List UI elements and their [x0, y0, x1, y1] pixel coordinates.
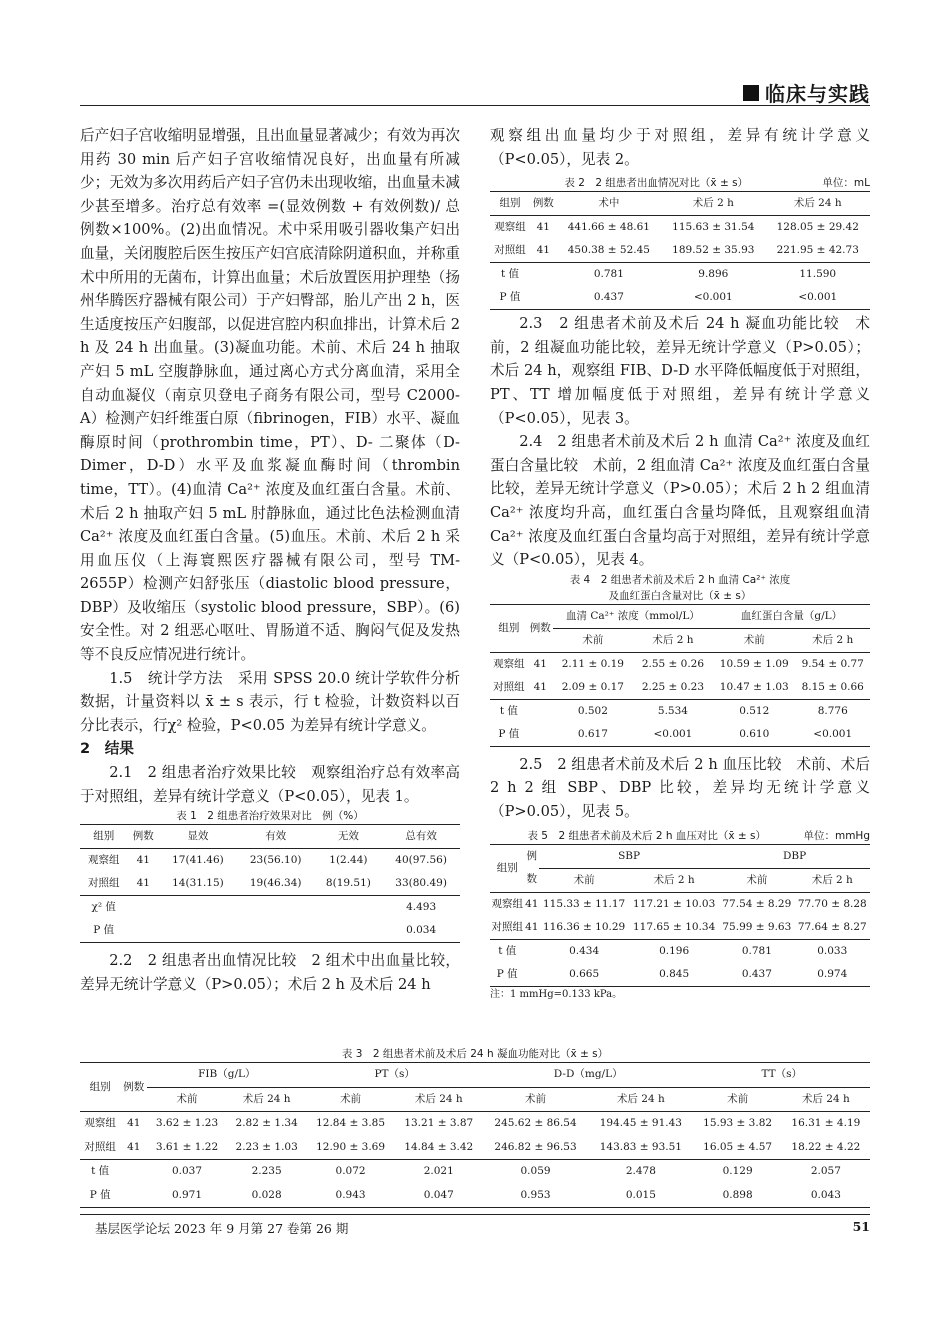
table-cell: 2.057: [810, 1165, 841, 1178]
table-cell: 143.83 ± 93.51: [588, 1136, 693, 1160]
table-row: [80, 896, 460, 920]
header-cell: 术前: [713, 628, 795, 652]
table-cell: 0.015: [588, 1184, 693, 1208]
table-cell: 0.781: [593, 268, 624, 281]
header-cell: 总有效: [382, 825, 460, 849]
table-cell: 0.196: [659, 944, 690, 957]
header-cell: TT（s）: [694, 1063, 871, 1088]
table-cell: 117.21 ± 10.03: [632, 897, 716, 910]
table-cell: 14.84 ± 3.42: [395, 1136, 483, 1160]
table-3: [80, 1046, 870, 1208]
table-header-row: [490, 844, 870, 868]
table-cell: [530, 286, 557, 310]
table-cell: 观察组: [84, 1117, 116, 1130]
table-cell: 4.493: [406, 901, 437, 914]
journal-info: 基层医学论坛 2023 年 9 月第 27 卷第 26 期: [95, 1221, 349, 1236]
header-cell: 术后 2 h: [633, 628, 713, 652]
table-cell: 18.22 ± 4.22: [782, 1136, 870, 1160]
table-cell: 77.70 ± 8.28: [797, 897, 867, 910]
header-cell: 术后 2 h: [629, 868, 719, 892]
table-cell: [528, 699, 553, 723]
table-cell: 0.059: [520, 1165, 551, 1178]
page-number: 51: [852, 1219, 870, 1234]
table-subheader-row: [80, 1087, 870, 1112]
table-cell: 8(19.51): [315, 872, 383, 896]
table-cell: 3.62 ± 1.23: [155, 1117, 219, 1130]
table-cell: 2.82 ± 1.34: [235, 1117, 298, 1130]
table-2-unit: 单位：mL: [822, 177, 870, 190]
table-cell: 10.59 ± 1.09: [719, 657, 789, 670]
table-cell: 2.11 ± 0.19: [561, 657, 624, 670]
header-cell: DBP: [719, 844, 870, 868]
table-row: [490, 239, 870, 263]
table-cell: 对照组: [490, 916, 524, 940]
table-cell: 0.437: [557, 286, 661, 310]
table-cell: t 值: [499, 704, 518, 717]
table-cell: 观察组: [493, 657, 525, 670]
table-5: [490, 828, 870, 1003]
table-cell: 14(31.15): [159, 872, 237, 896]
table-cell: <0.001: [795, 723, 870, 747]
table-row: [80, 1136, 870, 1160]
table-cell: 41: [530, 239, 557, 263]
table-row: [490, 676, 870, 700]
table-cell: [524, 939, 539, 963]
table-cell: 77.54 ± 8.29: [722, 897, 792, 910]
table-5-caption: [490, 828, 870, 844]
header-cell: 有效: [237, 825, 315, 849]
table-cell: 5.534: [657, 704, 688, 717]
table-row: [490, 963, 870, 987]
table-cell: 9.896: [698, 268, 729, 281]
table-cell: 77.64 ± 8.27: [795, 916, 870, 940]
table-cell: 41: [533, 657, 547, 670]
table-cell: 115.63 ± 31.54: [672, 221, 755, 234]
table-cell: 41: [528, 676, 553, 700]
table-cell: 116.36 ± 10.29: [539, 916, 629, 940]
right-column: [490, 124, 870, 1003]
header-cell: PT（s）: [306, 1063, 482, 1088]
table-cell: 75.99 ± 9.63: [719, 916, 794, 940]
table-cell: 41: [127, 1117, 141, 1130]
table-cell: 0.943: [306, 1184, 394, 1208]
table-cell: 3.61 ± 1.22: [147, 1136, 227, 1160]
table-cell: 189.52 ± 35.93: [661, 239, 765, 263]
methods-paragraph: 后产妇子宫收缩明显增强，且出血量显著减少；有效为再次用药 30 min 后产妇子宫收缩情况良好，出血量有所减少；无效为多次用药后产妇子宫仍未出现收缩，出血量未减少甚至增多。治疗总有效率 =(显效例数 + 有效例数)/ 总例数×100%。(2)出血情况。术中采用吸引器收集产妇出血量，关闭腹腔后医生按压产妇宫底清除阴道积血，并称重术中所用的无菌布，计算出血量；术后放置医用护理垫（扬州华腾医疗器械有限公司）于产妇臀部，胎儿产出 2 h，医生适度按压产妇腹部，以促进宫腔内积血排出，计算术后 2 h 及 24 h 出血量。(3)凝血功能。术前、术后 24 h 抽取产妇 5 mL 空腹静脉血，通过离心方式分离血清，采用全自动血凝仪（南京贝登电子商务有限公司，型号 C2000-A）检测产妇纤维蛋白原（fibrinogen，FIB）水平、凝血酶原时间（prothrombin time，PT）、D- 二聚体（D-Dimer，D-D）水平及血浆凝血酶时间（thrombin time，TT）。(4)血清 Ca²⁺ 浓度及血红蛋白含量。术前、术后 2 h 抽取产妇 5 mL 肘静脉血，通过比色法检测血清 Ca²⁺ 浓度及血红蛋白含量。(5)血压。术前、术后 2 h 采用血压仪（上海寰熙医疗器械有限公司，型号 TM-2655P）检测产妇舒张压（diastolic blood pressure，DBP）及收缩压（systolic blood pressure，SBP）。(6)安全性。对 2 组恶心呕吐、胃肠道不适、胸闷气促及发热等不良反应情况进行统计。: [80, 127, 460, 664]
table-2-title: 表 2 2 组患者出血情况对比（x̄ ± s）: [564, 177, 749, 190]
table-header-row: [490, 604, 870, 628]
header-cell: 显效: [159, 825, 237, 849]
table-cell: 对照组: [490, 676, 528, 700]
header-cell: 例数: [127, 825, 159, 849]
header-cell: 术后 2 h: [795, 628, 870, 652]
table-cell: 0.034: [382, 919, 460, 943]
table-row: [490, 216, 870, 240]
header-cell: 术后 24 h: [588, 1087, 693, 1112]
table-row: [490, 939, 870, 963]
table-cell: 0.512: [739, 704, 770, 717]
table-cell: P 值: [80, 919, 127, 943]
table-cell: 19(46.34): [237, 872, 315, 896]
table-cell: 9.54 ± 0.77: [801, 657, 864, 670]
table-5-note: 注：1 mmHg=0.133 kPa。: [490, 988, 623, 1000]
table-cell: 0.974: [795, 963, 870, 987]
table-cell: t 值: [498, 944, 517, 957]
table-cell: 17(41.46): [172, 854, 224, 867]
table-1: [80, 808, 460, 943]
table-cell: <0.001: [766, 286, 870, 310]
table-cell: 0.898: [694, 1184, 782, 1208]
table-row: [490, 263, 870, 287]
table-cell: 0.028: [227, 1184, 307, 1208]
table-cell: 0.047: [395, 1184, 483, 1208]
header-cell: 组别: [80, 1063, 120, 1112]
table-row: [80, 849, 460, 873]
table-cell: 2.021: [423, 1165, 454, 1178]
result-2-1-paragraph: 2.1 2 组患者治疗效果比较 观察组治疗总有效率高于对照组，差异有统计学意义（P<0.05），见表 1。: [80, 764, 460, 805]
result-2-2-paragraph: 2.2 2 组患者出血情况比较 2 组术中出血量比较，差异无统计学意义（P>0.05）；术后 2 h 及术后 24 h: [80, 952, 460, 993]
table-cell: 1(2.44): [329, 854, 368, 867]
table-cell: [530, 263, 557, 287]
table-cell: 0.971: [147, 1184, 227, 1208]
table-cell: [528, 723, 553, 747]
header-cell: 组别: [490, 192, 530, 216]
table-cell: [524, 963, 539, 987]
table-cell: [120, 1184, 147, 1208]
table-cell: 441.66 ± 48.61: [567, 221, 650, 234]
table-row: [490, 286, 870, 310]
table-cell: 对照组: [80, 872, 127, 896]
table-cell: 0.037: [171, 1165, 203, 1178]
table-cell: 245.62 ± 86.54: [494, 1117, 577, 1130]
result-2-3-paragraph: 2.3 2 组患者术前及术后 24 h 凝血功能比较 术前，2 组凝血功能比较，差异无统计学意义（P>0.05）；术后 24 h，观察组 FIB、D-D 水平降低幅度低于对照组，PT、TT 增加幅度低于对照组，差异有统计学意义（P<0.05），见表 3。: [490, 315, 870, 427]
table-cell: 41: [536, 221, 550, 234]
header-cell: 例数: [530, 192, 557, 216]
table-cell: 450.38 ± 52.45: [557, 239, 661, 263]
header-cell: 术前: [719, 868, 794, 892]
table-cell: 41: [136, 854, 150, 867]
header-cell: 术后 2 h: [661, 192, 765, 216]
table-cell: 12.84 ± 3.85: [316, 1117, 386, 1130]
table-row: [80, 1184, 870, 1208]
header-cell: 术前: [694, 1087, 782, 1112]
table-cell: P 值: [80, 1184, 120, 1208]
header-cell: 术后 24 h: [395, 1087, 483, 1112]
table-header-row: [80, 1063, 870, 1088]
header-cell: 组别: [490, 604, 528, 652]
header-cell: 组别: [490, 844, 524, 892]
table-cell: 194.45 ± 91.43: [599, 1117, 682, 1130]
table-row: [80, 1112, 870, 1136]
table-cell: t 值: [91, 1165, 110, 1178]
table-row: [80, 872, 460, 896]
table-cell: 12.90 ± 3.69: [306, 1136, 394, 1160]
header-cell: 术中: [557, 192, 661, 216]
table-header-row: [490, 192, 870, 216]
table-cell: 40(97.56): [395, 854, 447, 867]
table-cell: 23(56.10): [249, 854, 302, 867]
table-cell: P 值: [490, 723, 528, 747]
table-cell: 2.23 ± 1.03: [227, 1136, 307, 1160]
header-cell: 术后 2 h: [795, 868, 870, 892]
header-cell: 血清 Ca²⁺ 浓度（mmol/L）: [553, 604, 713, 628]
table-row: [490, 699, 870, 723]
table-cell: 41: [525, 897, 539, 910]
table-cell: t 值: [500, 268, 520, 281]
header-cell: 术后 24 h: [766, 192, 870, 216]
table-row: [490, 652, 870, 676]
table-cell: 2.55 ± 0.26: [641, 657, 705, 670]
table-cell: 观察组: [87, 854, 120, 867]
header-cell: 术前: [147, 1087, 227, 1112]
header-cell: 术后 24 h: [227, 1087, 307, 1112]
table-cell: 33(80.49): [382, 872, 460, 896]
header-cell: FIB（g/L）: [147, 1063, 306, 1088]
table-cell: 0.072: [335, 1165, 366, 1178]
table-cell: 128.05 ± 29.42: [776, 221, 859, 234]
table-4: [490, 572, 870, 747]
table-row: [80, 919, 460, 943]
table-cell: 0.953: [483, 1184, 588, 1208]
header-cell: 术前: [483, 1087, 588, 1112]
section-tag: [743, 78, 870, 107]
header-cell: SBP: [539, 844, 719, 868]
table-cell: <0.001: [661, 286, 765, 310]
table-cell: 16.31 ± 4.19: [791, 1117, 861, 1130]
table-cell: 0.502: [577, 704, 608, 717]
left-column: [80, 124, 460, 996]
result-2-4-paragraph: 2.4 2 组患者术前及术后 2 h 血清 Ca²⁺ 浓度及血红蛋白含量比较 术前，2 组血清 Ca²⁺ 浓度及血红蛋白含量比较，差异无统计学意义（P>0.05）；术后 2 h 2 组血清 Ca²⁺ 浓度均升高，血红蛋白含量均降低，且观察组血清 Ca²⁺ 浓度及血红蛋白含量均高于对照组，差异有统计学意义（P<0.05），见表 4。: [490, 433, 870, 569]
table-1-caption: 表 1 2 组患者治疗效果对比 例（%）: [176, 810, 364, 823]
result-2-2-continued: 观察组出血量均少于对照组，差异有统计学意义（P<0.05），见表 2。: [490, 127, 870, 168]
table-cell: 16.05 ± 4.57: [694, 1136, 782, 1160]
section-title: 临床与实践: [765, 82, 870, 106]
table-cell: 8.776: [817, 704, 848, 717]
table-cell: 0.781: [741, 944, 772, 957]
table-3-caption: 表 3 2 组患者术前及术后 24 h 凝血功能对比（x̄ ± s）: [341, 1048, 609, 1060]
table-cell: 221.95 ± 42.73: [766, 239, 870, 263]
table-cell: 0.129: [722, 1165, 753, 1178]
table-row: [490, 892, 870, 916]
header-cell: 例: [524, 844, 539, 868]
table-5-unit: 单位：mmHg: [803, 829, 870, 842]
table-cell: χ² 值: [91, 901, 116, 914]
table-cell: 0.033: [817, 944, 848, 957]
table-2-caption: [490, 175, 870, 191]
table-2: [490, 175, 870, 310]
table-5-title: 表 5 2 组患者术前及术后 2 h 血压对比（x̄ ± s）: [527, 829, 766, 842]
table-cell: 11.590: [799, 268, 837, 281]
table-4-caption-line-1: 表 4 2 组患者术前及术后 2 h 血清 Ca²⁺ 浓度: [569, 573, 791, 586]
header-cell: D-D（mg/L）: [483, 1063, 694, 1088]
table-row: [490, 916, 870, 940]
header-cell: 例数: [120, 1063, 147, 1112]
table-cell: 15.93 ± 3.82: [703, 1117, 773, 1130]
header-cell: 例数: [528, 604, 553, 652]
header-cell: 数: [524, 868, 539, 892]
table-cell: 0.434: [569, 944, 600, 957]
header-cell: 术前: [553, 628, 633, 652]
header-cell: 血红蛋白含量（g/L）: [713, 604, 870, 628]
table-cell: 观察组: [491, 897, 523, 910]
table-cell: 10.47 ± 1.03: [713, 676, 795, 700]
table-cell: 0.665: [539, 963, 629, 987]
table-cell: 41: [127, 872, 159, 896]
table-cell: 41: [120, 1136, 147, 1160]
table-cell: 0.043: [782, 1184, 870, 1208]
table-cell: P 值: [490, 963, 524, 987]
table-cell: 115.33 ± 11.17: [542, 897, 626, 910]
header-rule: [80, 105, 870, 106]
header-cell: 术后 24 h: [782, 1087, 870, 1112]
table-cell: [120, 1160, 147, 1184]
table-row: [80, 1160, 870, 1184]
table-cell: 0.437: [719, 963, 794, 987]
table-header-row: [80, 825, 460, 849]
header-cell: 组别: [80, 825, 127, 849]
table-cell: <0.001: [633, 723, 713, 747]
result-2-5-paragraph: 2.5 2 组患者术前及术后 2 h 血压比较 术前、术后 2 h 2 组 SBP、DBP 比较，差异均无统计学意义（P>0.05），见表 5。: [490, 755, 870, 820]
table-cell: 0.845: [629, 963, 719, 987]
table-subheader-row: [490, 868, 870, 892]
statistics-paragraph: 1.5 统计学方法 采用 SPSS 20.0 统计学软件分析数据，计量资料以 x̄ ± s 表示，行 t 检验，计数资料以百分比表示，行χ² 检验，P<0.05 为差异有统计学意义。: [80, 669, 460, 734]
table-cell: 117.65 ± 10.34: [629, 916, 719, 940]
table-cell: 2.478: [625, 1165, 656, 1178]
table-cell: 观察组: [494, 221, 526, 234]
table-row: [490, 723, 870, 747]
table-cell: 8.15 ± 0.66: [795, 676, 870, 700]
footer-rule: [80, 1214, 870, 1215]
table-cell: 2.235: [251, 1165, 282, 1178]
results-heading: 2 结果: [80, 740, 134, 758]
table-cell: 246.82 ± 96.53: [483, 1136, 588, 1160]
table-cell: 对照组: [490, 239, 530, 263]
table-cell: 0.610: [713, 723, 795, 747]
table-cell: P 值: [490, 286, 530, 310]
table-4-caption-line-2: 及血红蛋白含量对比（x̄ ± s）: [608, 589, 752, 602]
table-cell: 2.25 ± 0.23: [633, 676, 713, 700]
black-square-icon: [743, 85, 759, 101]
header-cell: 术前: [306, 1087, 394, 1112]
header-cell: 术前: [539, 868, 629, 892]
header-cell: 无效: [315, 825, 383, 849]
table-cell: 0.617: [553, 723, 633, 747]
table-cell: 13.21 ± 3.87: [404, 1117, 474, 1130]
table-cell: 2.09 ± 0.17: [553, 676, 633, 700]
table-cell: 41: [524, 916, 539, 940]
table-cell: 对照组: [80, 1136, 120, 1160]
